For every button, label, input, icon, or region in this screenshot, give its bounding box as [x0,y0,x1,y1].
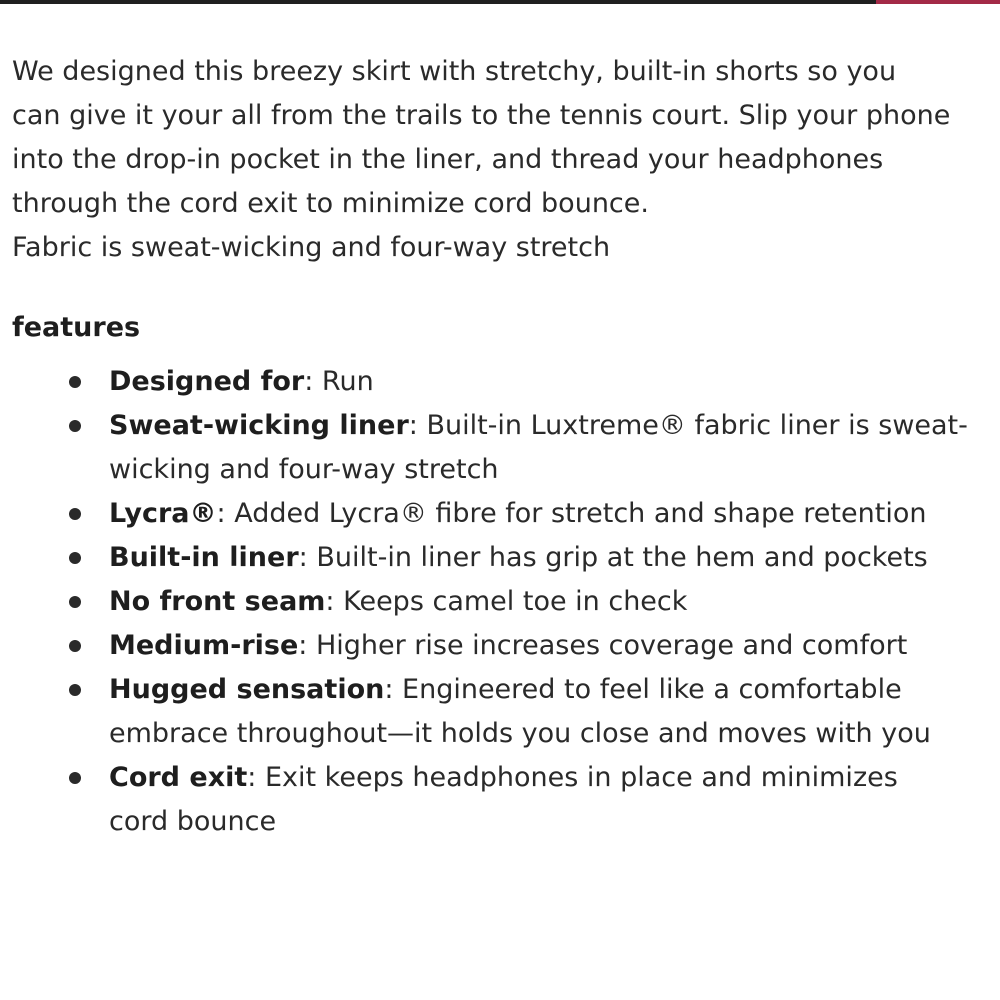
feature-term: Lycra® [109,498,217,529]
feature-text: : Exit keeps headphones in place and minimizes [247,762,898,793]
feature-row [109,492,988,536]
feature-text: : Engineered to feel like a comfortable [384,674,902,705]
features-heading: features [12,312,141,343]
description-line: through the cord exit to minimize cord bounce. [12,188,649,219]
feature-text-continued: cord bounce [109,806,277,837]
feature-item-sweat-wicking-liner [12,404,988,492]
feature-term: Medium-rise [109,630,299,661]
description-line: Fabric is sweat-wicking and four-way stretch [12,232,611,263]
feature-item-cord-exit [12,756,988,844]
bullet-icon [69,640,81,652]
feature-item-designed-for [12,360,988,404]
bullet-icon [69,420,81,432]
feature-item-no-front-seam [12,580,988,624]
feature-row [109,624,988,668]
feature-item-lycra [12,492,988,536]
product-description [12,50,988,270]
feature-text: : Higher rise increases coverage and comfort [298,630,908,661]
feature-text: : Run [304,366,374,397]
description-line: We designed this breezy skirt with stretchy, built-in shorts so you [12,56,897,87]
feature-term: Designed for [109,366,305,397]
feature-row [109,580,988,624]
feature-text-continued: wicking and four-way stretch [109,454,499,485]
feature-item-built-in-liner [12,536,988,580]
feature-row [109,536,988,580]
description-line: can give it your all from the trails to the tennis court. Slip your phone [12,100,951,131]
feature-term: Sweat-wicking liner [109,410,409,441]
feature-term: Cord exit [109,762,248,793]
bullet-icon [69,684,81,696]
top-divider-accent [876,0,1000,4]
features-list [12,360,988,844]
feature-text-continued: embrace throughout—it holds you close and moves with you [109,718,931,749]
bullet-icon [69,376,81,388]
feature-term: Built-in liner [109,542,299,573]
feature-text: : Built-in Luxtreme® fabric liner is sweat- [408,410,968,441]
product-details [12,50,988,844]
feature-text: : Built-in liner has grip at the hem and pockets [298,542,928,573]
feature-item-medium-rise [12,624,988,668]
feature-item-hugged-sensation [12,668,988,756]
feature-term: Hugged sensation [109,674,385,705]
feature-text: : Added Lycra® fibre for stretch and shape retention [216,498,927,529]
feature-row [109,360,988,404]
bullet-icon [69,508,81,520]
feature-term: No front seam [109,586,326,617]
feature-text: : Keeps camel toe in check [325,586,688,617]
bullet-icon [69,552,81,564]
feature-row [109,668,988,712]
bullet-icon [69,772,81,784]
description-line: into the drop-in pocket in the liner, and thread your headphones [12,144,884,175]
feature-row [109,756,988,800]
bullet-icon [69,596,81,608]
top-divider-bar [0,0,1000,4]
feature-row [109,404,988,448]
